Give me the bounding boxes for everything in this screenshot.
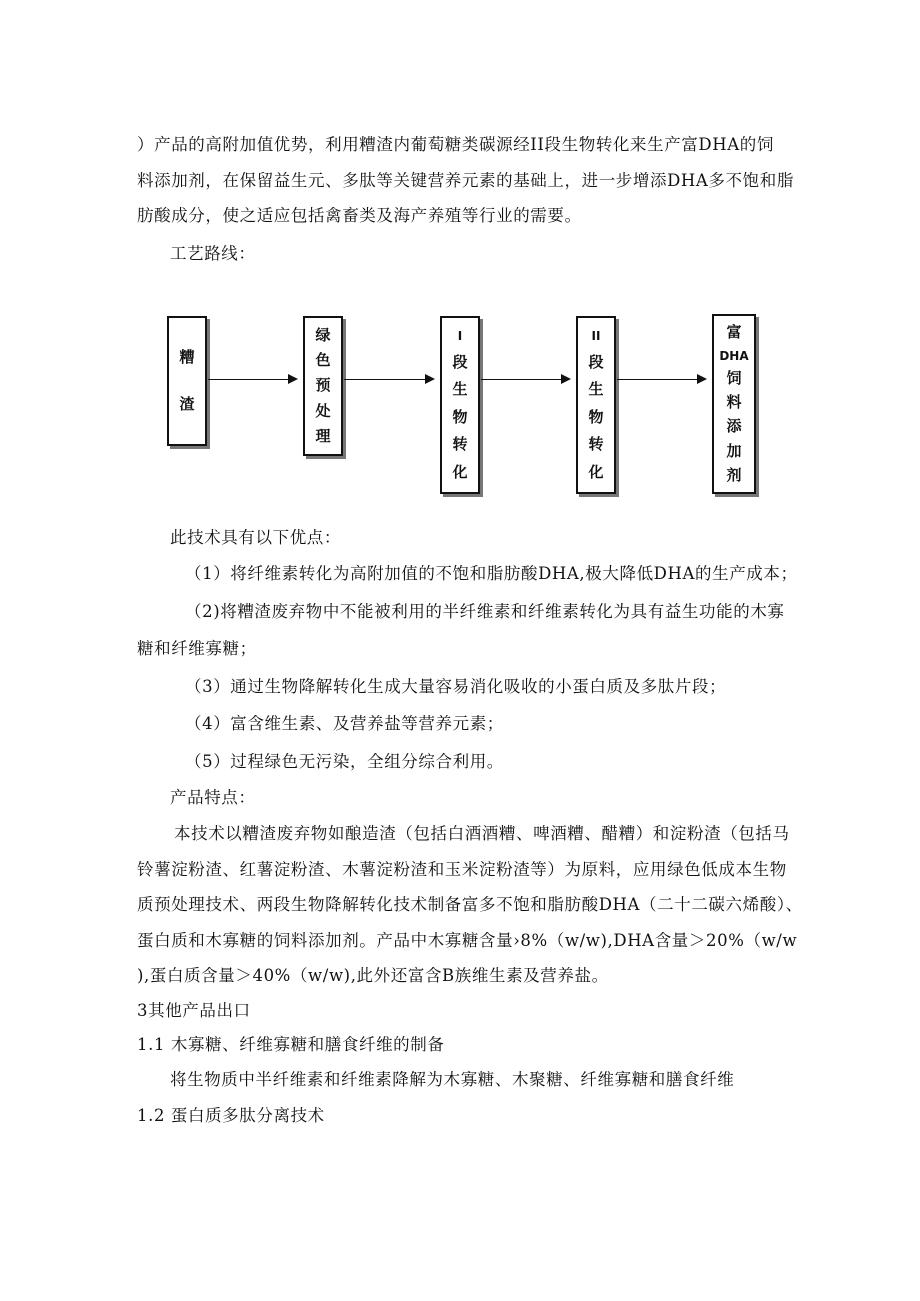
intro-line-1: ）产品的高附加值优势，利用糟渣内葡萄糖类碳源经II段生物转化来生产富DHA的饲 [137,135,774,154]
flow-box-char: 段 [588,352,604,371]
subsection-1-2-title: 1.2 蛋白质多肽分离技术 [137,1106,325,1125]
flow-box-char: 段 [452,352,468,371]
flow-box-char: DHA [719,348,749,363]
flow-box-dha-feed-additive [712,314,756,494]
features-heading: 产品特点： [170,788,256,807]
flow-arrow-2 [344,379,433,380]
features-line-4: 蛋白质和木寡糖的饲料添加剂。产品中木寡糖含量›8%（w/w),DHA含量＞20%（w/w [137,931,798,950]
flow-arrow-4 [617,379,705,380]
flow-box-char: 渣 [179,395,195,413]
advantages-heading: 此技术具有以下优点： [170,528,341,547]
flow-box-char: 化 [452,462,468,481]
flow-box-char: 色 [315,351,331,370]
features-line-2: 铃薯淀粉渣、红薯淀粉渣、木薯淀粉渣和玉米淀粉渣等）为原料，应用绿色低成本生物 [137,860,787,879]
flow-box-char: 转 [588,435,604,454]
advantage-item-2-line-2: 糖和纤维寡糖； [137,639,257,658]
advantage-item-5: （5）过程绿色无污染，全组分综合利用。 [185,752,504,771]
flow-arrow-3 [481,379,569,380]
flow-box-char: 物 [588,407,604,426]
features-line-5: ),蛋白质含量＞40%（w/w),此外还富含B族维生素及营养盐。 [137,966,609,985]
flow-box-char: II [591,329,601,344]
advantage-item-3: （3）通过生物降解转化生成大量容易消化吸收的小蛋白质及多肽片段； [185,677,727,696]
intro-line-3: 肪酸成分，使之适应包括禽畜类及海产养殖等行业的需要。 [137,206,582,225]
flow-box-char: 剂 [726,465,742,484]
flow-box-char: 绿 [315,326,331,345]
flow-box-char: 生 [588,380,604,399]
flow-box-char: 生 [452,380,468,399]
advantage-item-1: （1）将纤维素转化为高附加值的不饱和脂肪酸DHA,极大降低DHA的生产成本； [185,564,798,583]
features-line-3: 质预处理技术、两段生物降解转化技术制备富多不饱和脂肪酸DHA（二十二碳六烯酸）、 [137,895,803,914]
advantage-item-2-line-1: （2)将糟渣废弃物中不能被利用的半纤维素和纤维素转化为具有益生功能的木寡 [185,602,785,621]
flow-box-char: 预 [315,376,331,395]
flow-box-char: 加 [726,441,742,460]
route-heading: 工艺路线： [170,244,256,263]
advantage-item-4: （4）富含维生素、及营养盐等营养元素； [185,714,504,733]
flow-box-residue [167,316,207,446]
flow-box-char: 料 [726,393,742,411]
flow-arrow-1 [208,379,296,380]
subsection-1-1-title: 1.1 木寡糖、纤维寡糖和膳食纤维的制备 [137,1035,445,1054]
flow-box-char: 化 [588,462,604,481]
subsection-1-1-body: 将生物质中半纤维素和纤维素降解为木寡糖、木聚糖、纤维寡糖和膳食纤维 [170,1070,735,1089]
flow-box-char: 转 [452,435,468,454]
flow-box-char: 添 [726,417,742,436]
flow-box-green-pretreatment [303,316,343,456]
flow-box-char: 糟 [179,348,195,366]
flow-box-char: 理 [315,426,331,445]
flow-box-char: 处 [315,401,331,420]
features-line-1: 本技术以糟渣废弃物如酿造渣（包括白酒酒糟、啤酒糟、醋糟）和淀粉渣（包括马 [174,824,790,843]
section-3-title: 3其他产品出口 [137,1001,251,1020]
flow-box-stage-one-bioconversion [440,316,480,494]
flow-box-stage-two-bioconversion [576,316,616,494]
intro-line-2: 料添加剂，在保留益生元、多肽等关键营养元素的基础上，进一步增添DHA多不饱和脂 [137,171,794,190]
flow-box-char: I [457,329,463,344]
flow-box-char: 物 [452,407,468,426]
flow-box-char: 富 [726,323,742,342]
flow-box-char: 饲 [726,368,742,387]
